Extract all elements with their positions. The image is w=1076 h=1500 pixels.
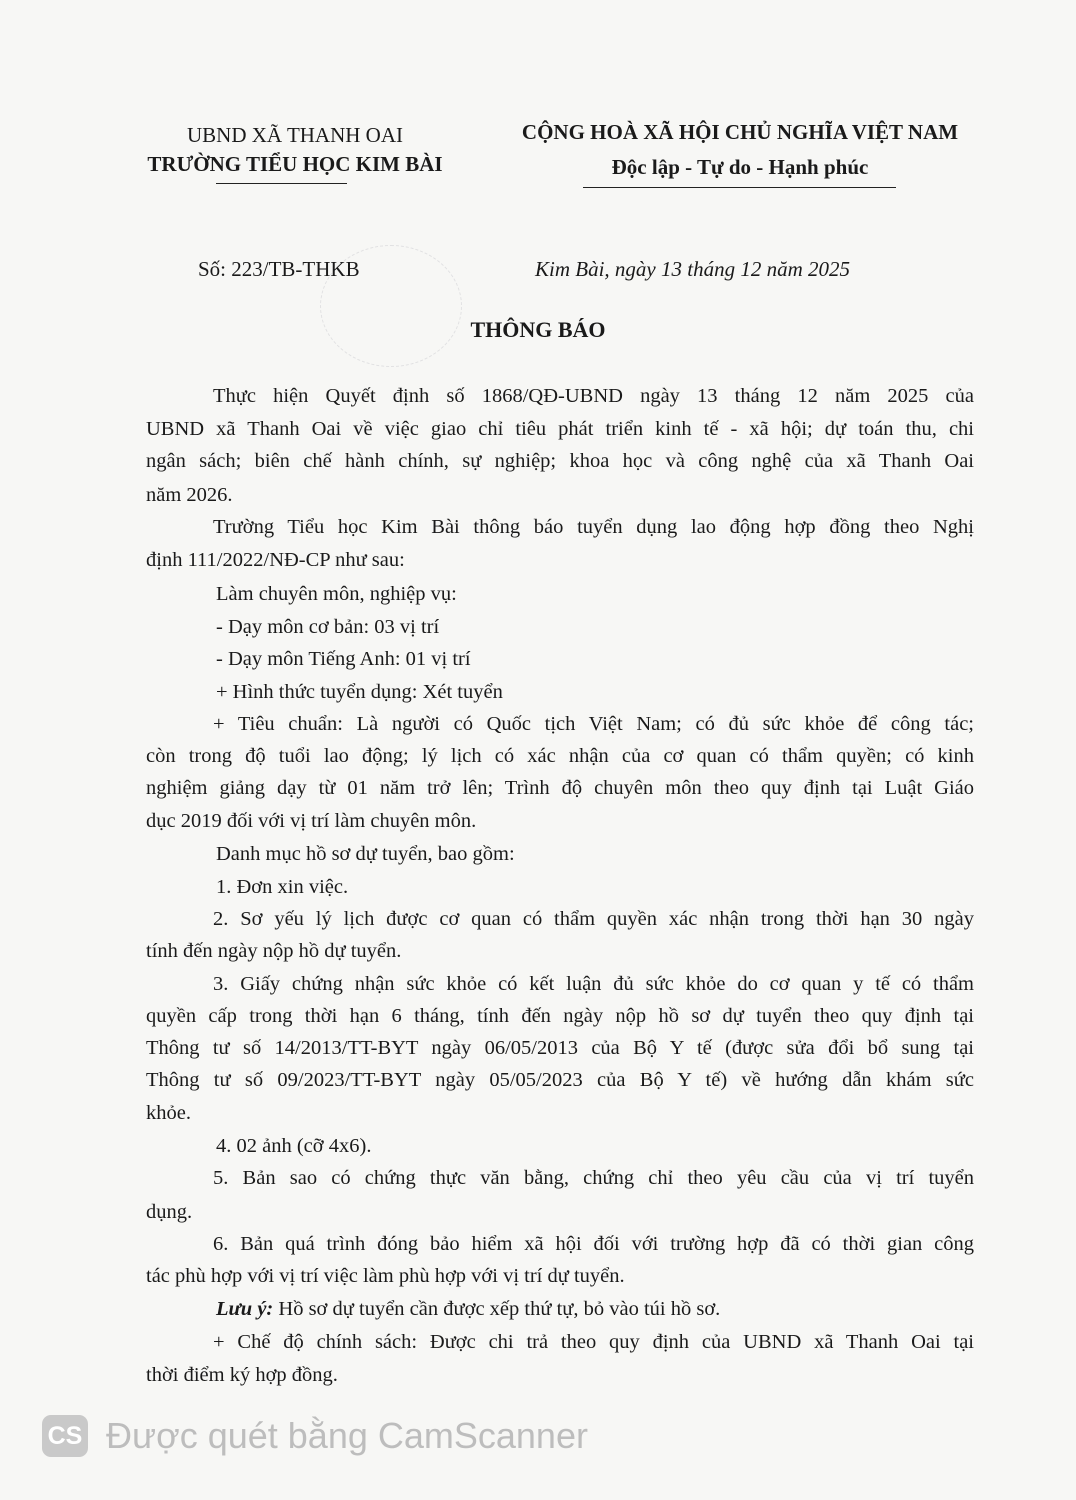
- body-line: tác phù hợp với vị trí việc làm phù hợp với vị trí dự tuyển.: [146, 1265, 625, 1287]
- body-line: 6. Bản quá trình đóng bảo hiểm xã hội đối với trường hợp đã có thời gian công: [213, 1233, 974, 1255]
- body-line: - Dạy môn cơ bản: 03 vị trí: [216, 616, 440, 638]
- place-date: Kim Bài, ngày 13 tháng 12 năm 2025: [535, 257, 850, 281]
- national-title: CỘNG HOÀ XÃ HỘI CHỦ NGHĨA VIỆT NAM: [521, 120, 959, 144]
- camscanner-logo-icon: CS: [42, 1415, 88, 1457]
- note-text: Hồ sơ dự tuyển cần được xếp thứ tự, bỏ vào túi hồ sơ.: [273, 1298, 721, 1320]
- issuer-authority: UBND XÃ THANH OAI: [186, 123, 404, 147]
- body-line: 5. Bản sao có chứng thực văn bằng, chứng chỉ theo yêu cầu của vị trí tuyển: [213, 1167, 974, 1189]
- body-line: còn trong độ tuổi lao động; lý lịch có xác nhận của cơ quan có thẩm quyền; có kinh: [146, 745, 974, 767]
- body-line: 2. Sơ yếu lý lịch được cơ quan có thẩm quyền xác nhận trong thời hạn 30 ngày: [213, 908, 974, 930]
- body-line: - Dạy môn Tiếng Anh: 01 vị trí: [216, 648, 471, 670]
- body-line: Danh mục hồ sơ dự tuyển, bao gồm:: [216, 843, 515, 865]
- national-motto: Độc lập - Tự do - Hạnh phúc: [611, 155, 869, 179]
- issuer-underline: [216, 183, 347, 184]
- body-line: 4. 02 ảnh (cỡ 4x6).: [216, 1135, 372, 1157]
- body-line: Trường Tiểu học Kim Bài thông báo tuyển dụng lao động hợp đồng theo Nghị: [213, 516, 974, 538]
- body-line: Làm chuyên môn, nghiệp vụ:: [216, 583, 457, 605]
- body-line: thời điểm ký hợp đồng.: [146, 1364, 338, 1386]
- body-line: Thực hiện Quyết định số 1868/QĐ-UBND ngày 13 tháng 12 năm 2025 của: [213, 385, 974, 407]
- body-line: + Hình thức tuyển dụng: Xét tuyển: [216, 681, 503, 703]
- body-line: nghiệm giảng dạy từ 01 năm trở lên; Trình độ chuyên môn theo quy định tại Luật Giáo: [146, 777, 974, 799]
- body-line: quyền cấp trong thời hạn 6 tháng, tính đến ngày nộp hồ sơ dự tuyển theo quy định tại: [146, 1005, 974, 1027]
- body-line: + Tiêu chuẩn: Là người có Quốc tịch Việt Nam; có đủ sức khỏe để công tác;: [213, 713, 974, 735]
- body-line: 1. Đơn xin việc.: [216, 876, 349, 898]
- body-line: 3. Giấy chứng nhận sức khỏe có kết luận đủ sức khỏe do cơ quan y tế có thẩm: [213, 973, 974, 995]
- body-line: + Chế độ chính sách: Được chi trả theo quy định của UBND xã Thanh Oai tại: [213, 1331, 974, 1353]
- note-line: [216, 1295, 1044, 1323]
- issuer-school: TRƯỜNG TIỂU HỌC KIM BÀI: [147, 152, 443, 176]
- body-line: dục 2019 đối với vị trí làm chuyên môn.: [146, 810, 477, 832]
- note-label: Lưu ý:: [216, 1298, 274, 1320]
- body-line: tính đến ngày nộp hồ dự tuyển.: [146, 940, 402, 962]
- body-line: Thông tư số 09/2023/TT-BYT ngày 05/05/2023 của Bộ Y tế) về hướng dẫn khám sức: [146, 1069, 974, 1091]
- body-line: định 111/2022/NĐ-CP như sau:: [146, 549, 405, 571]
- body-line: UBND xã Thanh Oai về việc giao chỉ tiêu phát triển kinh tế - xã hội; dự toán thu, chi: [146, 418, 974, 440]
- document-number: Số: 223/TB-THKB: [198, 257, 360, 281]
- document-title: THÔNG BÁO: [470, 317, 606, 342]
- body-line: khỏe.: [146, 1102, 191, 1124]
- body-line: Thông tư số 14/2013/TT-BYT ngày 06/05/2013 của Bộ Y tế (được sửa đổi bổ sung tại: [146, 1037, 974, 1059]
- camscanner-text: Được quét bằng CamScanner: [106, 1415, 588, 1456]
- body-line: năm 2026.: [146, 484, 233, 506]
- body-line: ngân sách; biên chế hành chính, sự nghiệp; khoa học và công nghệ của xã Thanh Oai: [146, 450, 974, 472]
- motto-underline: [583, 187, 896, 188]
- body-line: dụng.: [146, 1201, 193, 1223]
